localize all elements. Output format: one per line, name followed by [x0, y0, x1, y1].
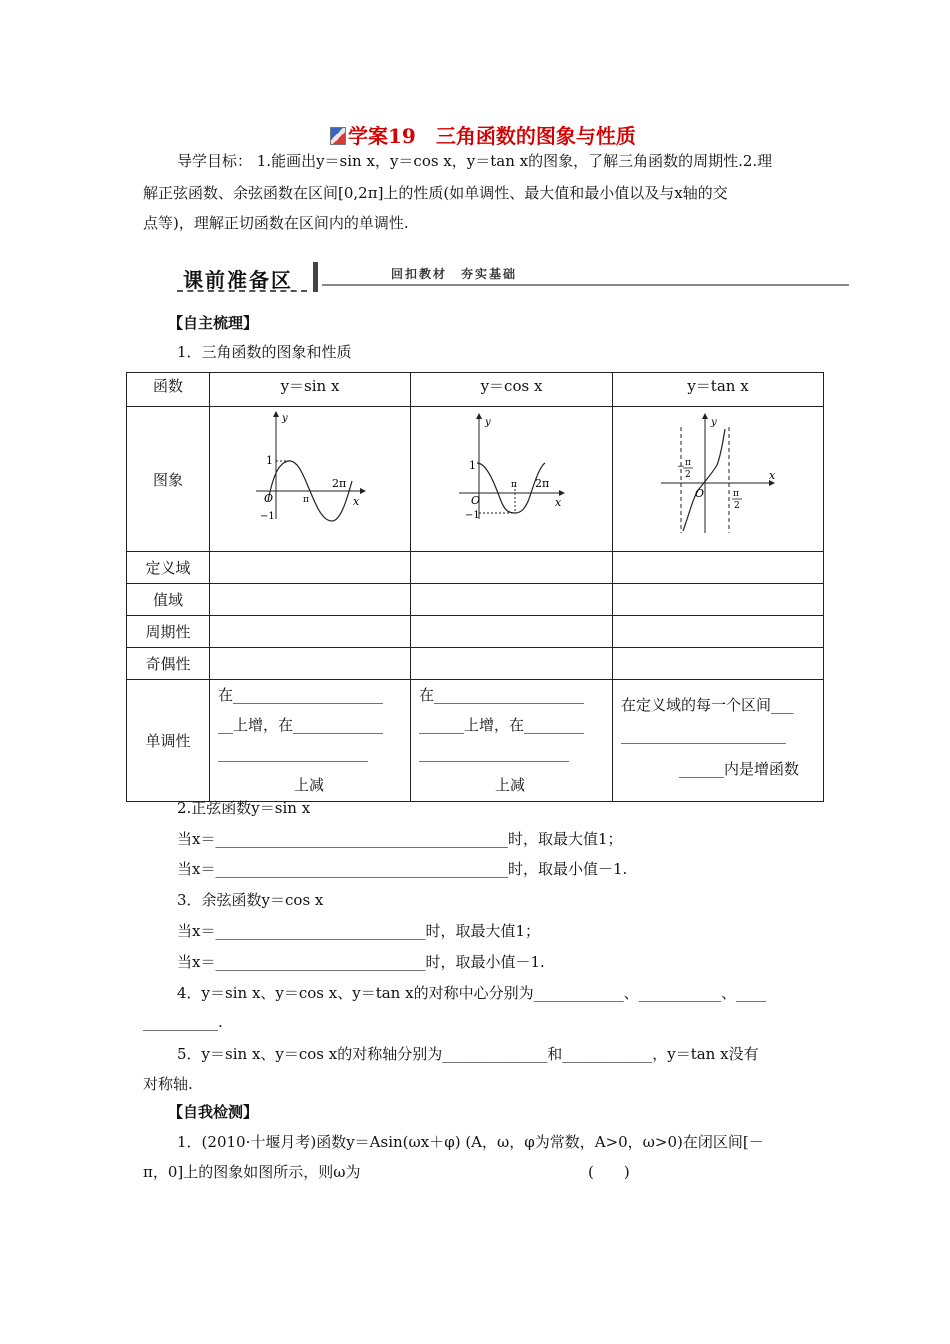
banner-underline	[177, 290, 307, 292]
sin-y-label: y	[282, 413, 288, 424]
sin-two-pi-label: 2π	[332, 477, 347, 490]
item-3-heading: 3．余弦函数y＝cos x	[177, 891, 324, 909]
mono-sin-line-1: 在____________________	[218, 686, 384, 704]
question-1-line-1: 1．(2010·十堰月考)函数y＝Asin(ωx＋φ) (A，ω，φ为常数，A>0，ω>0)在闭区间[－	[177, 1133, 764, 1151]
cos-one-label: 1	[469, 459, 476, 472]
cos-graph	[411, 407, 612, 547]
banner-subtitle: 回扣教材 夯实基础	[391, 267, 518, 281]
title-text: 学案19 三角函数的图象与性质	[348, 124, 636, 148]
sin-x-label: x	[353, 495, 360, 508]
tan-y-label: y	[711, 417, 717, 428]
page-title	[330, 120, 636, 149]
row-label-range: 值域	[127, 584, 210, 616]
row-label-monotonicity: 单调性	[127, 680, 210, 802]
range-tan-cell	[613, 584, 824, 616]
header-tan: y＝tan x	[613, 373, 824, 407]
question-1-answer-bracket[interactable]: ( )	[588, 1163, 630, 1181]
cos-pi-label: π	[511, 480, 517, 490]
mono-sin-line-3: ____________________	[218, 744, 368, 762]
row-label-parity: 奇偶性	[127, 648, 210, 680]
row-label-domain: 定义域	[127, 552, 210, 584]
tan-pi-den: 2	[734, 501, 740, 511]
row-label-period: 周期性	[127, 616, 210, 648]
sin-graph-cell	[210, 407, 411, 552]
cos-neg-one-label: −1	[465, 510, 480, 521]
header-cos: y＝cos x	[411, 373, 613, 407]
cos-graph-cell	[411, 407, 613, 552]
range-cos-cell	[411, 584, 613, 616]
mono-tan-line-1: 在定义域的每一个区间___	[621, 696, 794, 714]
sin-one-label: 1	[266, 454, 273, 467]
trig-properties-table	[126, 372, 824, 802]
tan-x-label: x	[769, 469, 776, 482]
item-5-line-2: 对称轴.	[143, 1075, 193, 1093]
table-row-domain	[127, 552, 824, 584]
item-2-min: 当x＝_______________________________________时，取最小值－1.	[177, 860, 628, 878]
tan-graph	[613, 407, 823, 547]
tan-pi-num: π	[733, 489, 739, 499]
header-sin: y＝sin x	[210, 373, 411, 407]
mono-tan-line-3: ______内是增函数	[679, 760, 800, 778]
item-3-max: 当x＝____________________________时，取最大值1；	[177, 922, 541, 940]
banner-bar	[313, 262, 318, 292]
mono-tan-cell	[613, 680, 824, 802]
tan-neg-pi-num: π	[685, 458, 691, 468]
item-3-min: 当x＝____________________________时，取最小值－1.	[177, 953, 545, 971]
cos-y-label: y	[485, 417, 491, 428]
item-5-line-1: 5．y＝sin x、y＝cos x的对称轴分别为______________和____________，y＝tan x没有	[177, 1045, 759, 1063]
table-row-parity	[127, 648, 824, 680]
domain-tan-cell	[613, 552, 824, 584]
section-heading-self-review: 【自主梳理】	[168, 314, 259, 332]
row-label-graph: 图象	[127, 407, 210, 552]
mono-sin-line-2: __上增，在____________	[218, 716, 384, 734]
objectives-line-1: 导学目标： 1.能画出y＝sin x，y＝cos x，y＝tan x的图象，了解三角函数的周期性.2.理	[177, 152, 773, 170]
mono-tan-line-2: ______________________	[621, 726, 786, 744]
objectives-line-3: 点等)，理解正切函数在区间内的单调性.	[143, 214, 409, 232]
mono-cos-line-4: 上减	[495, 776, 526, 794]
cos-two-pi-label: 2π	[535, 477, 550, 490]
period-sin-cell	[210, 616, 411, 648]
table-row-monotonicity	[127, 680, 824, 802]
item-2-max: 当x＝_______________________________________时，取最大值1；	[177, 830, 623, 848]
mono-sin-line-4: 上减	[294, 776, 325, 794]
mono-cos-line-1: 在____________________	[419, 686, 585, 704]
range-sin-cell	[210, 584, 411, 616]
sin-x-arrow	[360, 488, 366, 494]
cos-x-label: x	[555, 496, 562, 509]
table-row-graph	[127, 407, 824, 552]
section-heading-self-test: 【自我检测】	[168, 1103, 259, 1121]
item-2-heading: 2.正弦函数y＝sin x	[177, 799, 311, 817]
domain-cos-cell	[411, 552, 613, 584]
parity-tan-cell	[613, 648, 824, 680]
domain-sin-cell	[210, 552, 411, 584]
table-row-range	[127, 584, 824, 616]
mono-cos-line-2: ______上增，在________	[419, 716, 585, 734]
question-1-line-2: π，0]上的图象如图所示，则ω为	[143, 1163, 361, 1181]
item-1-heading: 1．三角函数的图象和性质	[177, 343, 352, 361]
item-4-line-1: 4．y＝sin x、y＝cos x、y＝tan x的对称中心分别为____________、___________、____	[177, 984, 767, 1002]
sin-pi-label: π	[303, 495, 309, 505]
item-4-line-2: __________.	[143, 1013, 223, 1031]
sin-origin-label: O	[264, 492, 274, 505]
cos-origin-label: O	[471, 494, 481, 507]
mono-sin-cell	[210, 680, 411, 802]
table-row-period	[127, 616, 824, 648]
objectives-line-2: 解正弦函数、余弦函数在区间[0,2π]上的性质(如单调性、最大值和最小值以及与x轴的交	[143, 184, 728, 202]
sin-y-arrow	[273, 411, 279, 417]
header-function: 函数	[127, 373, 210, 407]
tan-y-arrow	[702, 413, 708, 419]
table-header-row	[127, 373, 824, 407]
tan-neg-sign: −	[677, 462, 685, 472]
tan-neg-pi-den: 2	[685, 470, 691, 480]
period-cos-cell	[411, 616, 613, 648]
cos-y-arrow	[476, 413, 482, 419]
flag-icon	[330, 127, 346, 145]
sin-neg-one-label: −1	[260, 511, 275, 522]
tan-graph-cell	[613, 407, 824, 552]
period-tan-cell	[613, 616, 824, 648]
mono-cos-line-3: ____________________	[419, 744, 569, 762]
parity-sin-cell	[210, 648, 411, 680]
banner-label: 课前准备区	[183, 268, 293, 292]
parity-cos-cell	[411, 648, 613, 680]
sin-graph	[210, 407, 410, 547]
mono-cos-cell	[411, 680, 613, 802]
tan-origin-label: O	[695, 487, 705, 500]
tan-curve	[683, 429, 725, 531]
section-banner	[177, 262, 849, 294]
banner-rule	[322, 284, 849, 286]
